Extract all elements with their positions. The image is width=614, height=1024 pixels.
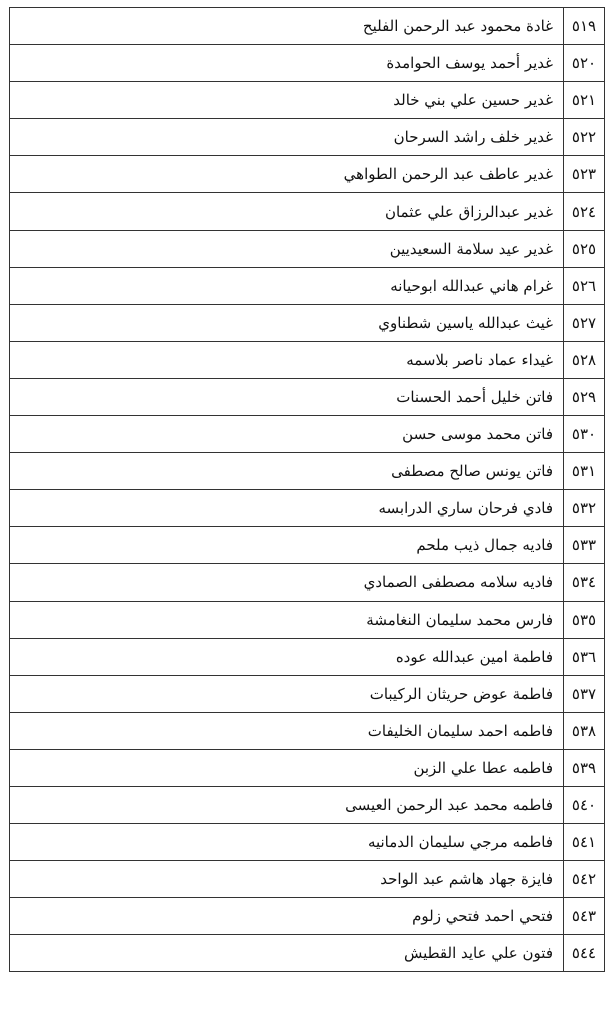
table-row <box>10 156 605 193</box>
table-row <box>10 824 605 861</box>
names-table-body <box>10 8 605 972</box>
name-cell: فادي فرحان ساري الدرابسه <box>10 490 564 527</box>
name-cell: فاتن محمد موسى حسن <box>10 416 564 453</box>
name-cell: فاتن خليل أحمد الحسنات <box>10 378 564 415</box>
row-number-cell: ٥١٩ <box>564 8 605 45</box>
table-row <box>10 230 605 267</box>
table-row <box>10 267 605 304</box>
row-number-cell: ٥٤٣ <box>564 898 605 935</box>
row-number-cell: ٥٣٧ <box>564 675 605 712</box>
row-number-cell: ٥٤٠ <box>564 786 605 823</box>
name-cell: فاطمة عوض حريثان الركيبات <box>10 675 564 712</box>
table-row <box>10 527 605 564</box>
name-cell: غدير عيد سلامة السعيديين <box>10 230 564 267</box>
name-cell: فاتن يونس صالح مصطفى <box>10 453 564 490</box>
name-cell: غرام هاني عبدالله ابوحيانه <box>10 267 564 304</box>
row-number-cell: ٥٣١ <box>564 453 605 490</box>
name-cell: فاديه جمال ذيب ملحم <box>10 527 564 564</box>
table-row <box>10 341 605 378</box>
table-row <box>10 8 605 45</box>
table-row <box>10 416 605 453</box>
name-cell: غدير عاطف عبد الرحمن الطواهي <box>10 156 564 193</box>
name-cell: فايزة جهاد هاشم عبد الواحد <box>10 861 564 898</box>
table-row <box>10 712 605 749</box>
name-cell: غدير حسين علي بني خالد <box>10 82 564 119</box>
row-number-cell: ٥٣٠ <box>564 416 605 453</box>
row-number-cell: ٥٢٣ <box>564 156 605 193</box>
row-number-cell: ٥٣٤ <box>564 564 605 601</box>
table-row <box>10 935 605 972</box>
row-number-cell: ٥٢٩ <box>564 378 605 415</box>
row-number-cell: ٥٣٦ <box>564 638 605 675</box>
row-number-cell: ٥٢٧ <box>564 304 605 341</box>
table-row <box>10 601 605 638</box>
names-table <box>9 7 605 972</box>
name-cell: فتحي احمد فتحي زلوم <box>10 898 564 935</box>
row-number-cell: ٥٣٣ <box>564 527 605 564</box>
name-cell: فاطمة امين عبدالله عوده <box>10 638 564 675</box>
name-cell: غادة محمود عبد الرحمن الفليح <box>10 8 564 45</box>
name-cell: فاطمه احمد سليمان الخليفات <box>10 712 564 749</box>
table-row <box>10 45 605 82</box>
row-number-cell: ٥٤٤ <box>564 935 605 972</box>
name-cell: غيث عبدالله ياسين شطناوي <box>10 304 564 341</box>
names-table-container <box>9 7 605 972</box>
name-cell: غدير عبدالرزاق علي عثمان <box>10 193 564 230</box>
row-number-cell: ٥٤٢ <box>564 861 605 898</box>
table-row <box>10 564 605 601</box>
table-row <box>10 490 605 527</box>
table-row <box>10 638 605 675</box>
table-row <box>10 898 605 935</box>
table-row <box>10 861 605 898</box>
row-number-cell: ٥٣٢ <box>564 490 605 527</box>
row-number-cell: ٥٣٩ <box>564 749 605 786</box>
name-cell: فاطمه عطا علي الزبن <box>10 749 564 786</box>
row-number-cell: ٥٢٨ <box>564 341 605 378</box>
row-number-cell: ٥٢٥ <box>564 230 605 267</box>
table-row <box>10 786 605 823</box>
table-row <box>10 675 605 712</box>
table-row <box>10 453 605 490</box>
name-cell: فاطمه محمد عبد الرحمن العيسى <box>10 786 564 823</box>
table-row <box>10 378 605 415</box>
name-cell: فتون علي عايد القطيش <box>10 935 564 972</box>
row-number-cell: ٥٢٢ <box>564 119 605 156</box>
name-cell: فارس محمد سليمان النغامشة <box>10 601 564 638</box>
name-cell: غيداء عماد ناصر بلاسمه <box>10 341 564 378</box>
table-row <box>10 82 605 119</box>
name-cell: غدير خلف راشد السرحان <box>10 119 564 156</box>
row-number-cell: ٥٢٤ <box>564 193 605 230</box>
row-number-cell: ٥٤١ <box>564 824 605 861</box>
table-row <box>10 749 605 786</box>
row-number-cell: ٥٢٦ <box>564 267 605 304</box>
row-number-cell: ٥٣٨ <box>564 712 605 749</box>
name-cell: غدير أحمد يوسف الحوامدة <box>10 45 564 82</box>
name-cell: فاطمه مرجي سليمان الدمانيه <box>10 824 564 861</box>
table-row <box>10 193 605 230</box>
table-row <box>10 119 605 156</box>
row-number-cell: ٥٢٠ <box>564 45 605 82</box>
row-number-cell: ٥٣٥ <box>564 601 605 638</box>
table-row <box>10 304 605 341</box>
name-cell: فاديه سلامه مصطفى الصمادي <box>10 564 564 601</box>
row-number-cell: ٥٢١ <box>564 82 605 119</box>
